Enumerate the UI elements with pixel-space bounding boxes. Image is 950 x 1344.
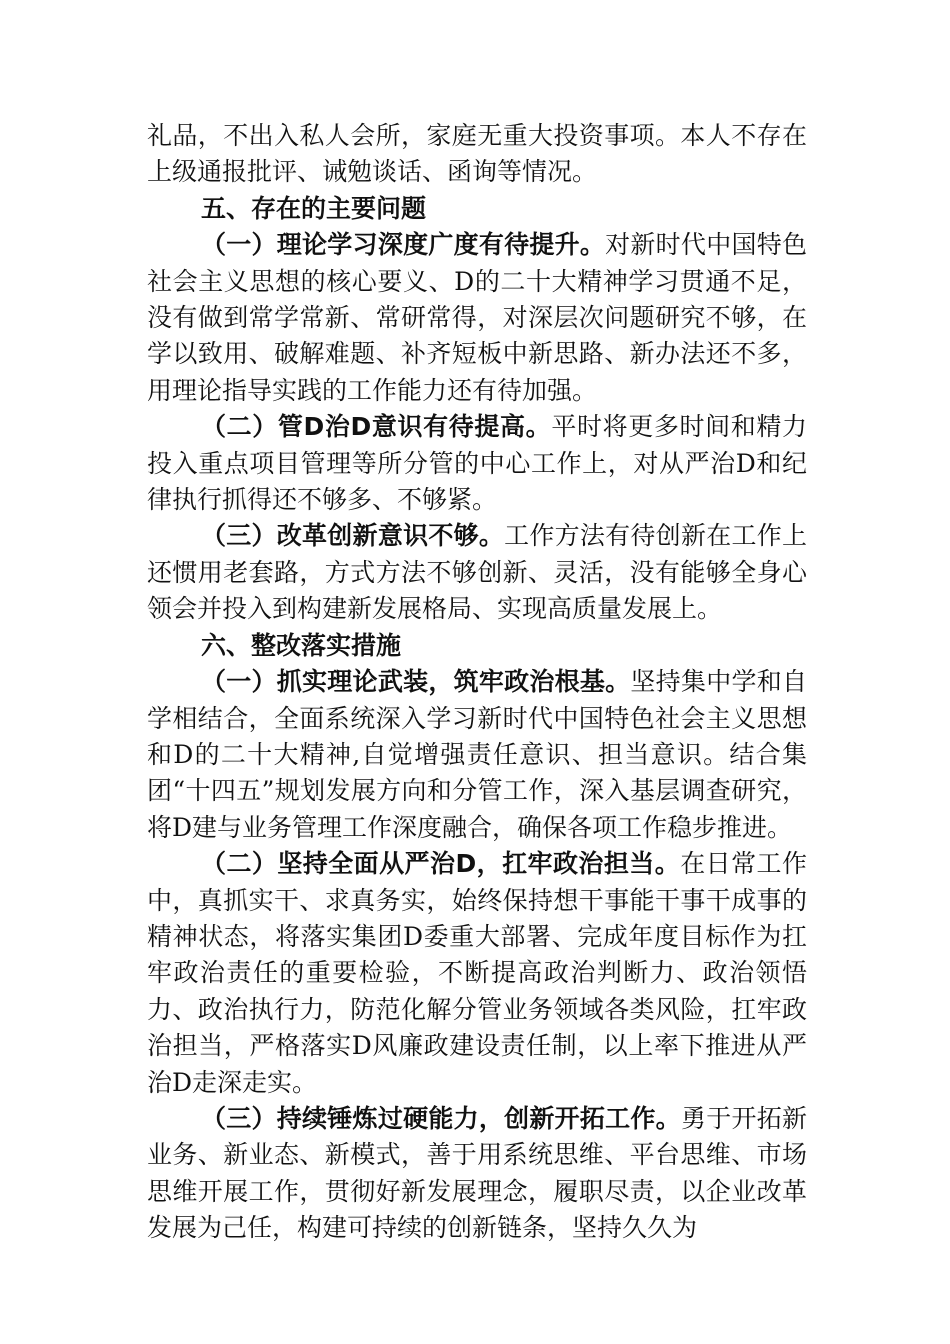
paragraph-text: 礼品，不出入私人会所，家庭无重大投资事项。本人不存在上级通报批评、诫勉谈话、函询等情况。 xyxy=(147,121,807,187)
paragraph-text: 在日常工作中，真抓实干、求真务实，始终保持想干事能干事干成事的精神状态，将落实集团D委重大部署、完成年度目标作为扛牢政治责任的重要检验，不断提高政治判断力、政治领悟力、政治执行力，防范化解分管业务领域各类风险，扛牢政治担当，严格落实D风廉政建设责任制，以上率下推进从严治D走深走实。 xyxy=(147,849,807,1097)
paragraph-problem-1 xyxy=(147,227,807,409)
paragraph-text: 坚持集中学和自学相结合，全面系统深入学习新时代中国特色社会主义思想和D的二十大精神,自觉增强责任意识、担当意识。结合集团“十四五”规划发展方向和分管工作，深入基层调查研究，将D建与业务管理工作深度融合，确保各项工作稳步推进。 xyxy=(147,667,807,842)
paragraph-lead: （三）改革创新意识不够。 xyxy=(201,521,505,551)
paragraph-declaration xyxy=(147,118,807,191)
paragraph-lead: （一）理论学习深度广度有待提升。 xyxy=(201,230,606,260)
paragraph-text: 对新时代中国特色社会主义思想的核心要义、D的二十大精神学习贯通不足，没有做到常学常新、常研常得，对深层次问题研究不够，在学以致用、破解难题、补齐短板中新思路、新办法还不多，用理论指导实践的工作能力还有待加强。 xyxy=(147,230,807,405)
paragraph-lead: （三）持续锤炼过硬能力，创新开拓工作。 xyxy=(201,1103,681,1133)
paragraph-problem-3 xyxy=(147,518,807,627)
section-heading-measures: 六、整改落实措施 xyxy=(201,630,402,660)
paragraph-text: 工作方法有待创新在工作上还惯用老套路，方式方法不够创新、灵活，没有能够全身心领会并投入到构建新发展格局、实现高质量发展上。 xyxy=(147,521,807,624)
paragraph-problem-2 xyxy=(147,409,807,518)
paragraph-lead: （一）抓实理论武装，筑牢政治根基。 xyxy=(201,667,631,697)
paragraph-text: 勇于开拓新业务、新业态、新模式，善于用系统思维、平台思维、市场思维开展工作，贯彻好新发展理念，履职尽责，以企业改革发展为己任，构建可持续的创新链条，坚持久久为 xyxy=(147,1103,807,1243)
document-body xyxy=(147,118,807,1247)
paragraph-measure-2 xyxy=(147,846,807,1101)
paragraph-lead: （二）管D治D意识有待提高。 xyxy=(201,412,552,442)
paragraph-text: 平时将更多时间和精力投入重点项目管理等所分管的中心工作上，对从严治D和纪律执行抓得还不够多、不够紧。 xyxy=(147,412,807,515)
paragraph-measure-1 xyxy=(147,664,807,846)
paragraph-measure-3 xyxy=(147,1101,807,1247)
paragraph-lead: （二）坚持全面从严治D，扛牢政治担当。 xyxy=(201,849,681,879)
section-heading-problems: 五、存在的主要问题 xyxy=(201,193,427,223)
